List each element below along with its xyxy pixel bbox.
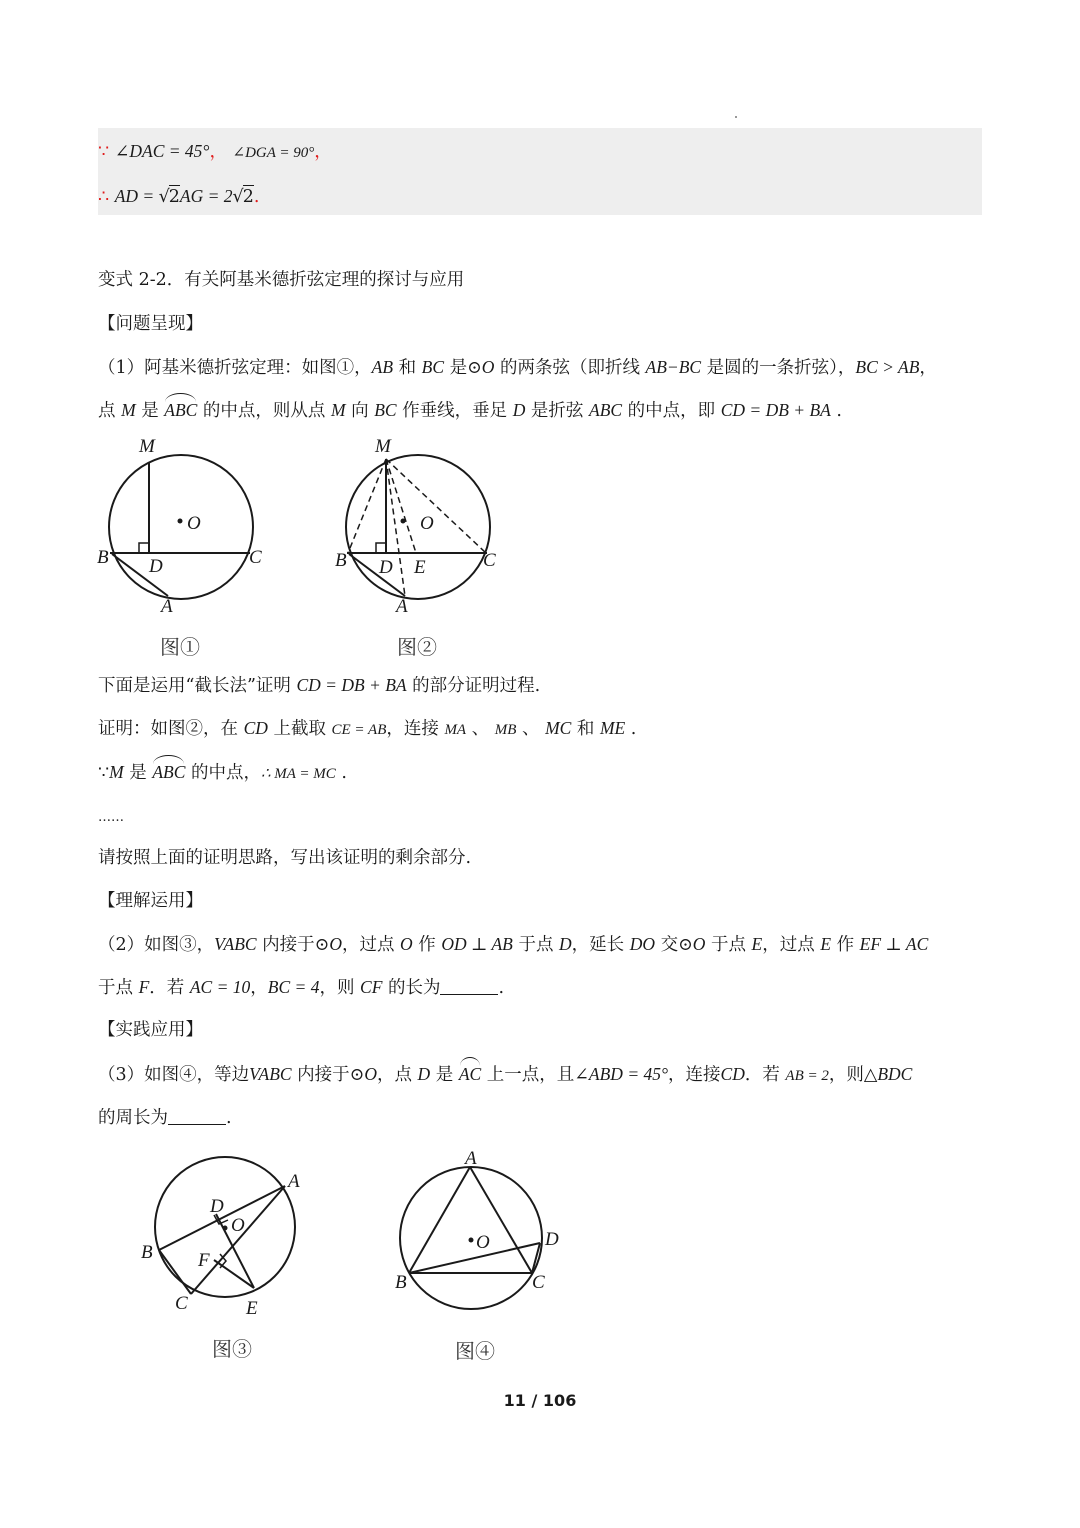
paragraph-1-line-1: （1）阿基米德折弦定理：如图①，AB 和 BC 是⊙O 的两条弦（即折线 AB−BC 是圆的一条折弦），BC > AB， [98,357,937,378]
fig3-label-d: D [210,1196,224,1217]
paragraph-6: 请按照上面的证明思路，写出该证明的剩余部分. [98,848,472,868]
fig1-label-b: B [97,547,109,568]
fig3-segment-ef [214,1260,254,1288]
solution-line-1: ∵ ∠DAC = 45°， ∠DGA = 90°， [98,141,332,162]
page-speck [735,116,737,118]
fig3-chord-bc [159,1250,191,1294]
fig1-label-m: M [139,436,155,457]
answer-blank-3[interactable] [168,1106,226,1125]
figure-1 [90,430,290,620]
ellipsis: …… [98,810,124,825]
fig3-caption: 图③ [212,1337,252,1361]
paragraph-9: （3）如图④，等边VABC 内接于⊙O，点 D 是 AC 上一点，且∠ABD = 45°，连接CD．若 AB = 2，则△BDC [98,1064,913,1085]
fig2-right-angle [376,543,386,553]
figure-4 [385,1140,585,1330]
fig2-label-e: E [414,557,426,578]
fig2-caption: 图② [397,635,437,659]
paragraph-8: 于点 F．若 AC = 10，BC = 4，则 CF 的长为 . [98,977,505,998]
fig1-circle [109,455,253,599]
fig4-label-a: A [465,1148,477,1169]
section-heading-practice: 【实践应用】 [98,1020,203,1040]
paragraph-5: ∵M 是 ABC 的中点，∴ MA = MC . [98,762,347,783]
fig2-label-b: B [335,550,347,571]
fig1-right-angle [139,543,149,553]
fig4-center [469,1238,474,1243]
paragraph-3: 下面是运用“截长法”证明 CD = DB + BA 的部分证明过程. [98,675,541,696]
figure-3 [130,1150,330,1330]
fig3-label-c: C [175,1293,188,1314]
figure-2 [330,430,530,620]
paragraph-10: 的周长为 . [98,1108,232,1128]
fig3-label-f: F [198,1250,210,1271]
fig4-label-b: B [395,1272,407,1293]
fig2-center [401,519,406,524]
fig1-label-c: C [249,547,262,568]
fig4-caption: 图④ [455,1339,495,1363]
fig2-label-a: A [396,596,408,617]
paragraph-7: （2）如图③，VABC 内接于⊙O，过点 O 作 OD ⊥ AB 于点 D，延长 DO 交⊙O 于点 E，过点 E 作 EF ⊥ AC [98,934,929,955]
fig2-label-o: O [420,513,434,534]
fig1-caption: 图① [160,635,200,659]
fig4-label-o: O [476,1232,490,1253]
fig3-center [223,1226,228,1231]
section-heading-problem: 【问题呈现】 [98,314,203,334]
page-number: 11 / 106 [503,1391,577,1410]
fig4-segment-bd [409,1243,540,1273]
fig2-segment-mb [348,459,386,553]
problem-title: 变式 2-2．有关阿基米德折弦定理的探讨与应用 [98,270,465,290]
fig4-side-ab [409,1167,470,1273]
fig1-center [178,519,183,524]
fig2-label-m: M [375,436,391,457]
fig2-segment-mc [386,459,486,553]
fig2-label-c: C [483,550,496,571]
paragraph-1-line-2: 点 M 是 ABC 的中点，则从点 M 向 BC 作垂线，垂足 D 是折弦 ABC 的中点，即 CD = DB + BA . [98,400,842,421]
solution-line-2: ∴ AD = √2AG = 2√2. [98,186,260,207]
fig3-label-b: B [141,1242,153,1263]
answer-blank-2[interactable] [440,976,498,995]
fig1-label-d: D [149,556,163,577]
fig4-label-c: C [532,1272,545,1293]
paragraph-4: 证明：如图②，在 CD 上截取 CE = AB，连接 MA 、 MB 、 MC 和 ME . [98,718,637,739]
fig1-label-a: A [161,596,173,617]
fig3-label-a: A [288,1171,300,1192]
fig4-label-d: D [545,1229,559,1250]
fig2-chord-ab [349,554,405,596]
fig3-label-o: O [231,1215,245,1236]
fig1-label-o: O [187,513,201,534]
section-heading-understanding: 【理解运用】 [98,891,203,911]
fig2-label-d: D [379,557,393,578]
fig3-label-e: E [246,1298,258,1319]
